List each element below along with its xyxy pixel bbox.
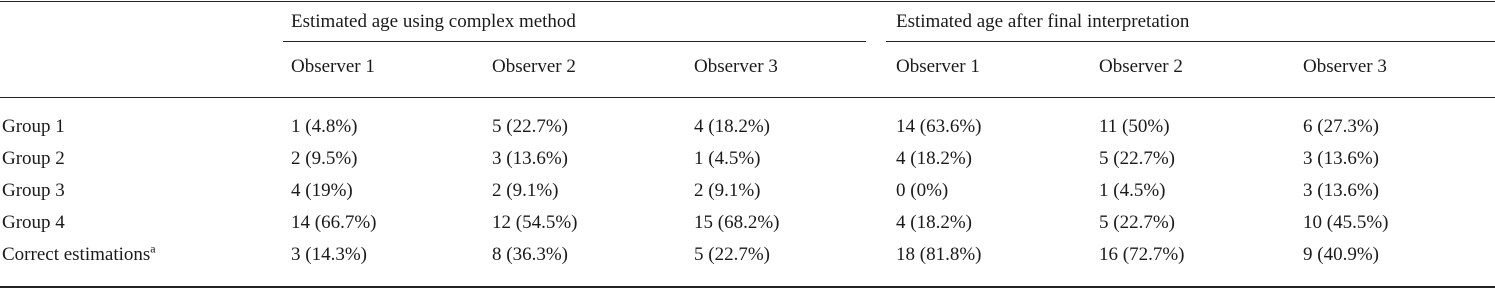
table-cell: 5 (22.7%) xyxy=(492,116,568,137)
table-cell: 14 (66.7%) xyxy=(291,212,377,233)
table-cell: 3 (13.6%) xyxy=(492,148,568,169)
group-header-rule-right xyxy=(886,41,1495,42)
column-header: Observer 2 xyxy=(1099,56,1183,77)
row-label: Group 1 xyxy=(2,116,65,137)
table-cell: 1 (4.8%) xyxy=(291,116,358,137)
table-cell: 12 (54.5%) xyxy=(492,212,578,233)
row-label: Group 4 xyxy=(2,212,65,233)
table-cell: 9 (40.9%) xyxy=(1303,244,1379,265)
table-row xyxy=(0,241,1495,272)
table-cell: 4 (18.2%) xyxy=(896,148,972,169)
column-header: Observer 1 xyxy=(896,56,980,77)
table-cell: 5 (22.7%) xyxy=(1099,212,1175,233)
table-cell: 4 (18.2%) xyxy=(896,212,972,233)
table-cell: 2 (9.1%) xyxy=(694,180,761,201)
table-row xyxy=(0,148,1495,176)
table-row xyxy=(0,212,1495,240)
group-header-final-interpretation: Estimated age after final interpretation xyxy=(896,11,1190,32)
header-bottom-rule xyxy=(0,97,1495,98)
column-header: Observer 1 xyxy=(291,56,375,77)
group-header-rule-left xyxy=(283,41,866,42)
table-cell: 8 (36.3%) xyxy=(492,244,568,265)
row-label: Correct estimations$^a$ xyxy=(2,241,156,265)
table-cell: 18 (81.8%) xyxy=(896,244,982,265)
table-cell: 1 (4.5%) xyxy=(694,148,761,169)
group-header-complex-method: Estimated age using complex method xyxy=(291,11,576,32)
table-cell: 3 (13.6%) xyxy=(1303,180,1379,201)
table-cell: 3 (13.6%) xyxy=(1303,148,1379,169)
column-header: Observer 2 xyxy=(492,56,576,77)
table-cell: 5 (22.7%) xyxy=(1099,148,1175,169)
table-cell: 10 (45.5%) xyxy=(1303,212,1389,233)
table-cell: 0 (0%) xyxy=(896,180,949,201)
column-header: Observer 3 xyxy=(694,56,778,77)
table-cell: 5 (22.7%) xyxy=(694,244,770,265)
table-row xyxy=(0,180,1495,208)
row-label: Group 2 xyxy=(2,148,65,169)
table-cell: 2 (9.5%) xyxy=(291,148,358,169)
table-cell: 16 (72.7%) xyxy=(1099,244,1185,265)
table-cell: 3 (14.3%) xyxy=(291,244,367,265)
table-cell: 4 (19%) xyxy=(291,180,353,201)
table-top-rule xyxy=(0,1,1495,2)
row-label: Group 3 xyxy=(2,180,65,201)
table-cell: 1 (4.5%) xyxy=(1099,180,1166,201)
column-header: Observer 3 xyxy=(1303,56,1387,77)
table-cell: 2 (9.1%) xyxy=(492,180,559,201)
table-cell: 15 (68.2%) xyxy=(694,212,780,233)
table-cell: 11 (50%) xyxy=(1099,116,1170,137)
table-cell: 14 (63.6%) xyxy=(896,116,982,137)
table-row xyxy=(0,116,1495,144)
table-cell: 4 (18.2%) xyxy=(694,116,770,137)
footnote-marker: a xyxy=(150,241,156,256)
table-cell: 6 (27.3%) xyxy=(1303,116,1379,137)
